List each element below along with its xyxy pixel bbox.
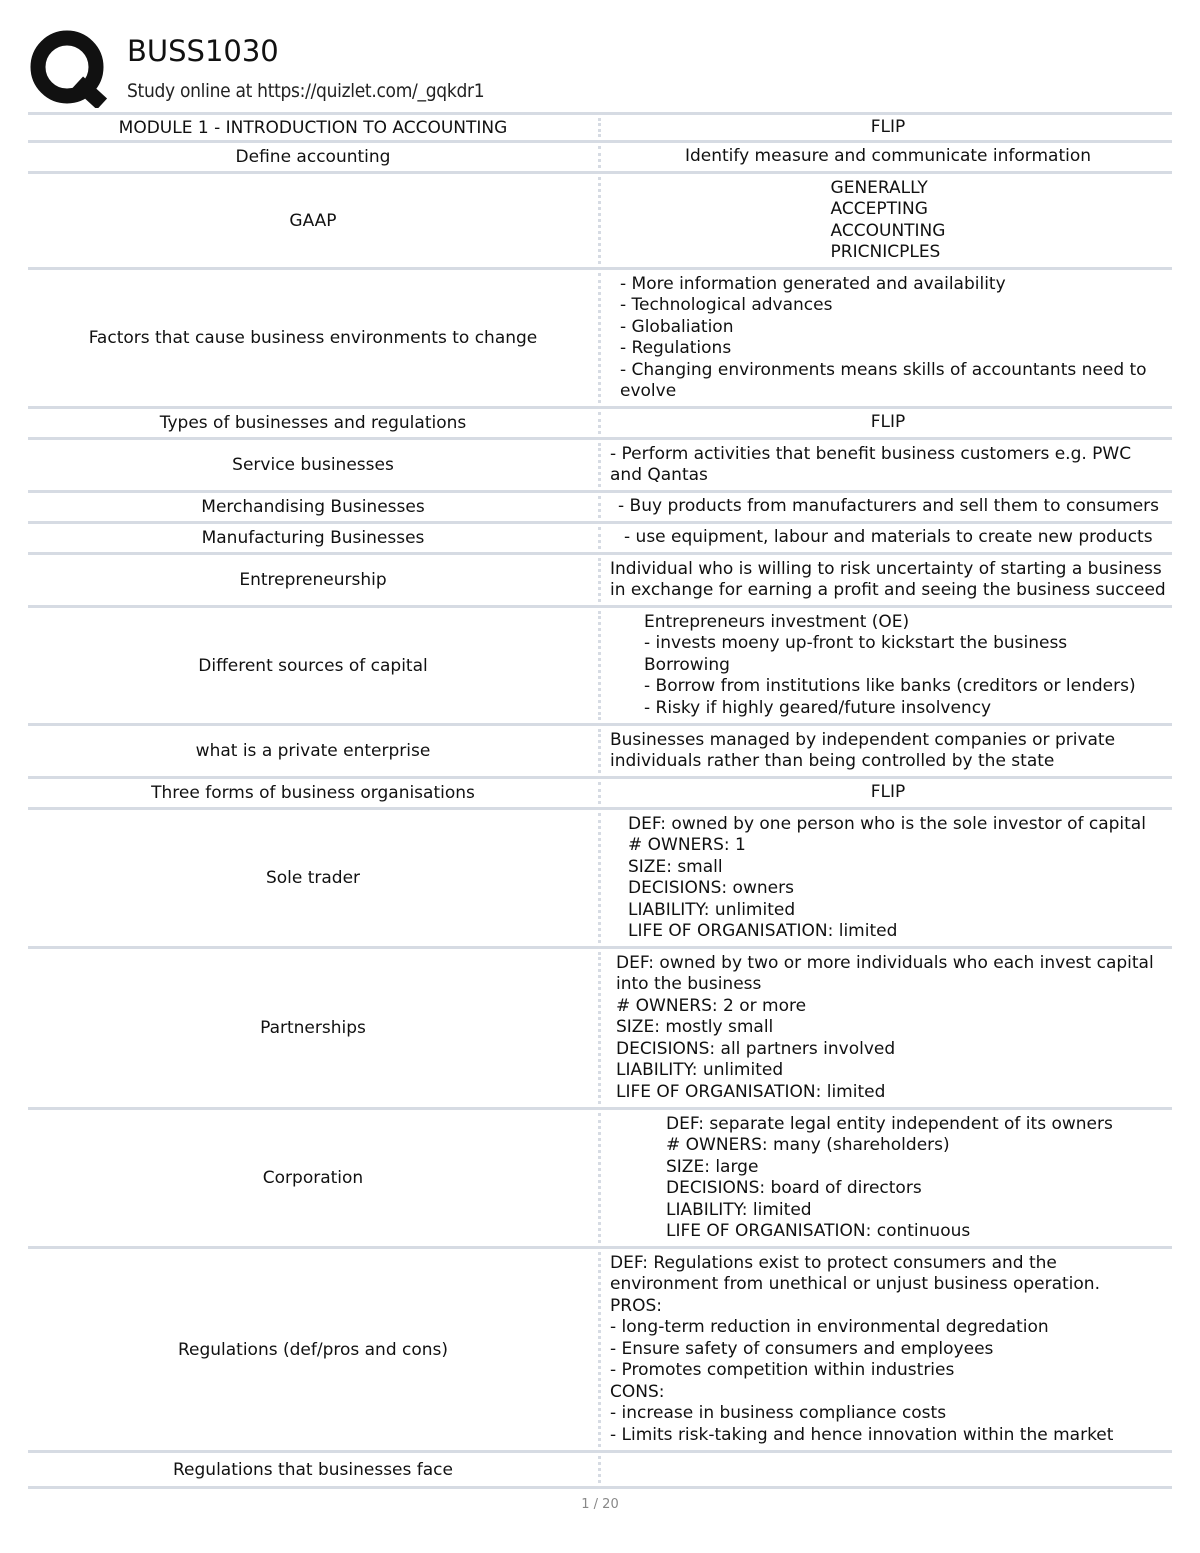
table-row bbox=[28, 810, 1172, 949]
definition-cell bbox=[604, 174, 1172, 267]
table-row bbox=[28, 779, 1172, 810]
table-row bbox=[28, 1110, 1172, 1249]
definition-text: FLIP bbox=[870, 782, 906, 803]
table-row bbox=[28, 1249, 1172, 1453]
definition-cell bbox=[604, 440, 1172, 490]
definition-text: GENERALLY ACCEPTING ACCOUNTING PRICNICPLES bbox=[830, 177, 946, 262]
definition-cell bbox=[604, 810, 1172, 946]
definition-text: FLIP bbox=[870, 412, 906, 433]
definition-text: - use equipment, labour and materials to create new products bbox=[624, 527, 1153, 548]
term-cell: GAAP bbox=[289, 210, 337, 231]
definition-cell bbox=[604, 1110, 1172, 1246]
definition-text: - Perform activities that benefit business customers e.g. PWC and Qantas bbox=[610, 443, 1132, 485]
term-cell: MODULE 1 - INTRODUCTION TO ACCOUNTING bbox=[118, 117, 508, 138]
definition-cell bbox=[604, 143, 1172, 171]
definition-text: Entrepreneurs investment (OE) - invests moeny up-front to kickstart the business Borrowing - Borrow from institutions like banks (creditors or lenders) - Risky if highly geared/future insolvency bbox=[644, 611, 1136, 718]
table-row bbox=[28, 555, 1172, 608]
definition-cell bbox=[604, 949, 1172, 1107]
definition-cell bbox=[604, 115, 1172, 140]
term-cell: Partnerships bbox=[260, 1018, 366, 1038]
definition-cell bbox=[604, 555, 1172, 605]
term-cell: Manufacturing Businesses bbox=[201, 528, 425, 548]
definition-text: - More information generated and availability - Technological advances - Globaliation - Regulations - Changing environments means skills of accountants need to evolve bbox=[620, 273, 1147, 401]
term-cell: Entrepreneurship bbox=[239, 570, 387, 590]
definition-cell bbox=[604, 608, 1172, 723]
table-row bbox=[28, 112, 1172, 143]
term-cell: Three forms of business organisations bbox=[151, 783, 475, 803]
table-row bbox=[28, 1453, 1172, 1489]
term-cell: Corporation bbox=[262, 1168, 364, 1188]
definition-cell bbox=[604, 409, 1172, 437]
definition-cell bbox=[604, 493, 1172, 521]
term-cell: Service businesses bbox=[232, 455, 394, 475]
definition-text: Individual who is willing to risk uncertainty of starting a business in exchange for earning a profit and seeing the business succeed bbox=[610, 558, 1166, 600]
definition-text: Identify measure and communicate information bbox=[684, 146, 1092, 167]
definition-cell bbox=[604, 524, 1172, 552]
table-row bbox=[28, 524, 1172, 555]
table-row bbox=[28, 949, 1172, 1110]
term-cell: Different sources of capital bbox=[198, 655, 428, 676]
definition-cell bbox=[604, 1453, 1172, 1486]
table-row bbox=[28, 143, 1172, 174]
definition-cell bbox=[604, 779, 1172, 807]
definition-text: DEF: separate legal entity independent of its owners # OWNERS: many (shareholders) SIZE: large DECISIONS: board of directors LIABILITY: limited LIFE OF ORGANISATION: continuous bbox=[666, 1113, 1113, 1241]
table-row bbox=[28, 440, 1172, 493]
term-cell: Regulations that businesses face bbox=[173, 1459, 453, 1480]
definition-text: FLIP bbox=[870, 116, 906, 137]
page-number: 1 / 20 bbox=[581, 1497, 619, 1512]
term-cell: what is a private enterprise bbox=[195, 741, 431, 761]
definition-text: - Buy products from manufacturers and sell them to consumers bbox=[618, 496, 1159, 517]
definition-text: DEF: owned by two or more individuals who each invest capital into the business # OWNERS: 2 or more SIZE: mostly small DECISIONS: all partners involved LIABILITY: unlimited LIFE OF ORGANISATION: limited bbox=[616, 952, 1154, 1102]
term-cell: Merchandising Businesses bbox=[201, 497, 425, 517]
table-row bbox=[28, 270, 1172, 409]
definition-text: Businesses managed by independent companies or private individuals rather than being controlled by the state bbox=[610, 729, 1116, 771]
term-cell: Types of businesses and regulations bbox=[159, 413, 467, 433]
flashcard-table bbox=[28, 112, 1172, 1489]
definition-cell bbox=[604, 1249, 1172, 1450]
definition-text: DEF: Regulations exist to protect consumers and the environment from unethical or unjust business operation. PROS: - long-term reduction in environmental degredation - Ensure safety of consumers and employees - Promotes competition within industries CONS: - increase in business compliance costs - Limits risk-taking and hence innovation within the market bbox=[610, 1252, 1114, 1445]
page-title: BUSS1030 bbox=[127, 34, 279, 68]
table-row bbox=[28, 726, 1172, 779]
term-cell: Sole trader bbox=[265, 868, 361, 888]
table-row bbox=[28, 493, 1172, 524]
table-row bbox=[28, 409, 1172, 440]
study-link[interactable]: Study online at https://quizlet.com/_gqkdr1 bbox=[127, 80, 485, 102]
term-cell: Regulations (def/pros and cons) bbox=[177, 1339, 449, 1360]
definition-cell bbox=[604, 726, 1172, 776]
table-row bbox=[28, 174, 1172, 270]
term-cell: Define accounting bbox=[235, 147, 391, 167]
definition-cell bbox=[604, 270, 1172, 406]
quizlet-logo-icon bbox=[30, 30, 108, 108]
definition-text: DEF: owned by one person who is the sole investor of capital # OWNERS: 1 SIZE: small DECISIONS: owners LIABILITY: unlimited LIFE OF ORGANISATION: limited bbox=[628, 813, 1146, 941]
table-row bbox=[28, 608, 1172, 726]
term-cell: Factors that cause business environments to change bbox=[88, 328, 538, 348]
